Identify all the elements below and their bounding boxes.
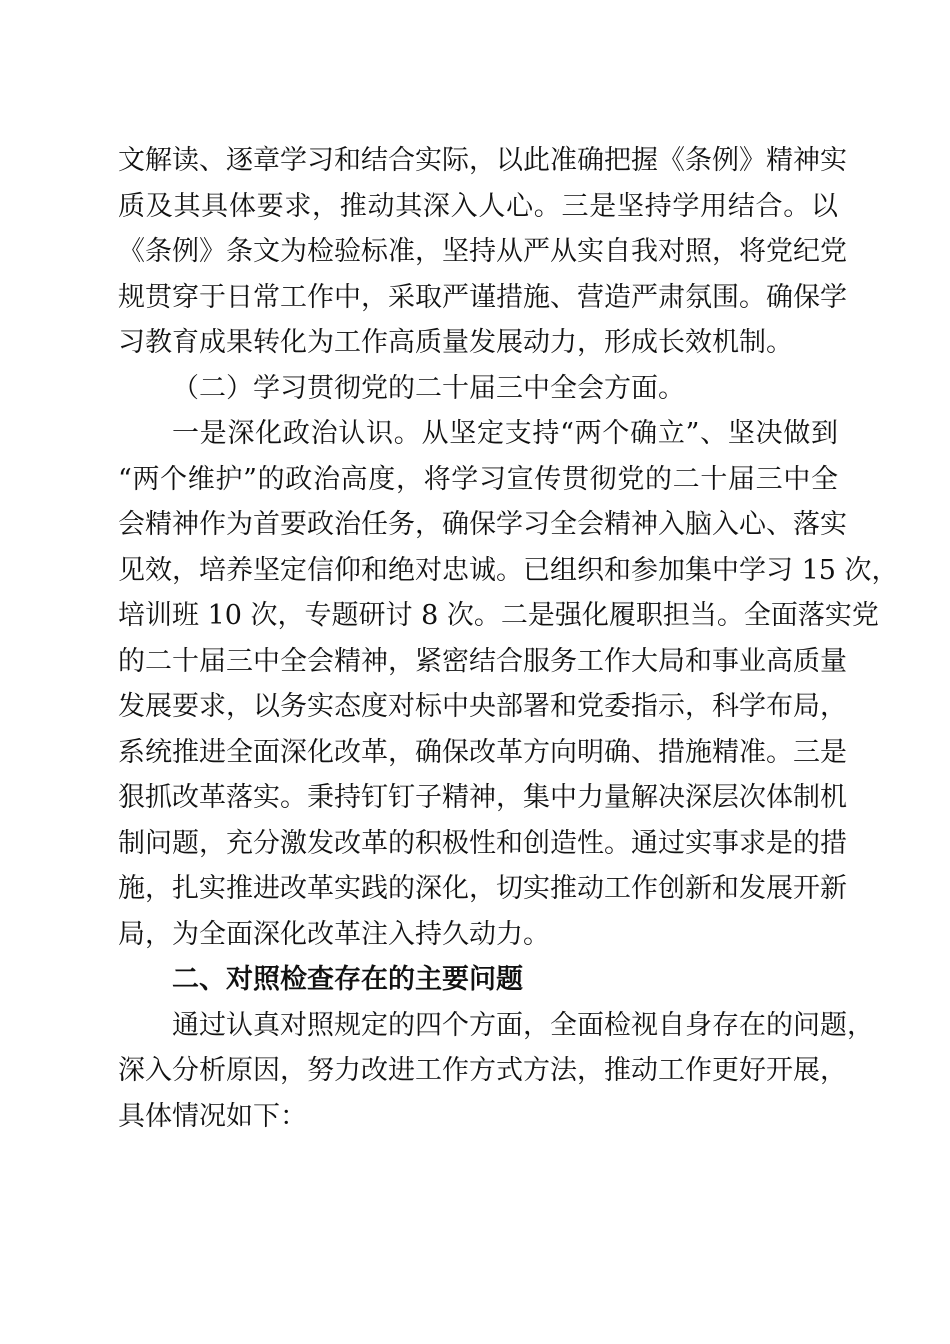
text-line: 规贯穿于日常工作中，采取严谨措施、营造严肃氛围。确保学 <box>118 281 847 313</box>
text-line: 《条例》条文为检验标准，坚持从严从实自我对照，将党纪党 <box>118 236 847 267</box>
document-page <box>118 138 899 1139</box>
body-paragraph <box>118 1003 874 1140</box>
text-line: 深入分析原因，努力改进工作方式方法，推动工作更好开展， <box>118 1055 847 1086</box>
text-line: 培训班 10 次，专题研讨 8 次。二是强化履职担当。全面落实党 <box>118 600 879 631</box>
text-line: 二、对照检查存在的主要问题 <box>172 964 523 995</box>
text-line: （二）学习贯彻党的二十届三中全会方面。 <box>172 372 685 404</box>
text-line: 见效，培养坚定信仰和绝对忠诚。已组织和参加集中学习 15 次， <box>118 554 899 586</box>
subsection-heading <box>118 366 838 412</box>
text-line: 局，为全面深化改革注入持久动力。 <box>118 918 550 950</box>
text-line: 文解读、逐章学习和结合实际，以此准确把握《条例》精神实 <box>118 145 847 176</box>
body-paragraph <box>118 138 847 366</box>
body-paragraph <box>118 411 899 957</box>
text-line: 系统推进全面深化改革，确保改革方向明确、措施精准。三是 <box>118 736 847 768</box>
text-line: 的二十届三中全会精神，紧密结合服务工作大局和事业高质量 <box>118 645 847 677</box>
text-line: 会精神作为首要政治任务，确保学习全会精神入脑入心、落实 <box>118 509 847 540</box>
text-line: 发展要求，以务实态度对标中央部署和党委指示，科学布局， <box>118 691 847 722</box>
text-line: 制问题，充分激发改革的积极性和创造性。通过实事求是的措 <box>118 827 847 859</box>
text-line: 狠抓改革落实。秉持钉钉子精神，集中力量解决深层次体制机 <box>118 782 847 813</box>
text-line: 施，扎实推进改革实践的深化，切实推动工作创新和发展开新 <box>118 873 847 904</box>
text-line: 具体情况如下： <box>118 1100 307 1132</box>
section-heading <box>118 957 838 1003</box>
text-line: 质及其具体要求，推动其深入人心。三是坚持学用结合。以 <box>118 190 838 222</box>
text-line: “两个维护”的政治高度，将学习宣传贯彻党的二十届三中全 <box>118 463 838 495</box>
text-line: 通过认真对照规定的四个方面，全面检视自身存在的问题， <box>172 1009 874 1041</box>
text-line: 一是深化政治认识。从坚定支持“两个确立”、坚决做到 <box>172 418 838 449</box>
text-line: 习教育成果转化为工作高质量发展动力，形成长效机制。 <box>118 327 793 358</box>
